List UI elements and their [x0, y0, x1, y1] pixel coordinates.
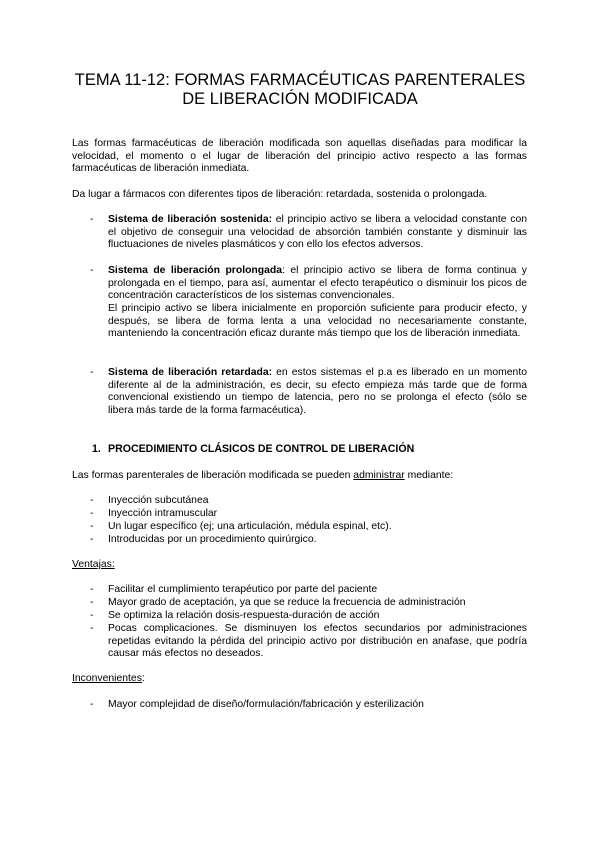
ventaja-item: Se optimiza la relación dosis-respuesta-duración de acción	[108, 610, 380, 621]
system-term: Sistema de liberación retardada:	[108, 367, 273, 378]
system-prolongada	[108, 265, 527, 303]
section-heading-text: PROCEDIMIENTO CLÁSICOS DE CONTROL DE LIBERACIÓN	[108, 443, 415, 455]
system-text: : el principio activo se libera de forma continua y prolongada en el tiempo, para así, aumentar el efecto terapéutico o disminuir los picos de concentración característicos de los sistemas convencionales.	[108, 265, 528, 302]
system-term: Sistema de liberación prolongada	[108, 265, 283, 276]
ventaja-item: Facilitar el cumplimiento terapéutico por parte del paciente	[108, 584, 378, 595]
inconvenientes-colon: :	[141, 673, 145, 684]
bullet-marker: -	[90, 610, 94, 621]
system-term: Sistema de liberación sostenida:	[108, 214, 273, 225]
administrar-link: administrar	[353, 470, 405, 481]
system-retardada	[108, 367, 527, 417]
bullet-marker: -	[90, 495, 94, 506]
system-text: en estos sistemas el p.a es liberado en un momento diferente al de la administración, es decir, su efecto empieza más tarde que de forma convencional existiendo un tiempo de latencia, pero no se prolonga el efecto (sólo se libera más tarde de la forma farmacéutica).	[108, 367, 527, 416]
inconvenientes-label	[72, 673, 527, 686]
system-text: el principio activo se libera a velocidad constante con el objetivo de conseguir una velocidad de absorción también constante y disminuir las fluctuaciones de niveles plasmáticos y con ello los efectos adversos.	[108, 214, 528, 251]
title-line-1: TEMA 11-12: FORMAS FARMACÉUTICAS PARENTERALES	[74, 71, 526, 89]
inconvenientes-label-text: Inconvenientes	[72, 673, 142, 684]
bullet-marker: -	[90, 214, 94, 225]
bullet-marker: -	[90, 367, 94, 378]
ventaja-item: Mayor grado de aceptación, ya que se reduce la frecuencia de administración	[108, 597, 466, 608]
system-prolongada-extra: El principio activo se libera inicialmente en proporción suficiente para producir efecto, y después, se libera de forma lenta a una velocidad no necesariamente constante, manteniendo la concentración eficaz durante más tiempo que los de liberación inmediata.	[108, 303, 527, 340]
ventajas-label: Ventajas:	[72, 559, 115, 570]
bullet-marker: -	[90, 699, 94, 710]
bullet-marker: -	[90, 534, 94, 545]
route-item: Introducidas por un procedimiento quirúrgico.	[108, 534, 317, 545]
system-sostenida	[108, 214, 527, 252]
section-heading	[92, 443, 532, 456]
bullet-marker: -	[90, 584, 94, 595]
routes-intro-text: Las formas parenterales de liberación modificada se pueden	[72, 470, 354, 481]
bullet-marker: -	[90, 265, 94, 276]
route-item: Inyección subcutánea	[108, 495, 209, 506]
ventaja-item: Pocas complicaciones. Se disminuyen los efectos secundarios por administraciones repetidas evitando la pérdida del principio activo por distribución en anafase, que podría causar más efectos no deseados.	[108, 623, 527, 660]
bullet-marker: -	[90, 508, 94, 519]
title-line-2: DE LIBERACIÓN MODIFICADA	[182, 90, 418, 108]
section-number: 1.	[92, 443, 101, 455]
route-item: Un lugar específico (ej; una articulación, médula espinal, etc).	[108, 521, 392, 532]
intro-types-paragraph: Da lugar a fármacos con diferentes tipos de liberación: retardada, sostenida o prolongada.	[72, 189, 488, 200]
bullet-marker: -	[90, 521, 94, 532]
page-title	[60, 71, 540, 109]
routes-intro	[72, 470, 527, 483]
bullet-marker: -	[90, 597, 94, 608]
routes-intro-end: mediante:	[404, 470, 454, 481]
route-item: Inyección intramuscular	[108, 508, 218, 519]
intro-paragraph: Las formas farmacéuticas de liberación modificada son aquellas diseñadas para modificar la velocidad, el momento o el lugar de liberación del principio activo respecto a las formas farmacéuticas de liberación inmediata.	[72, 138, 527, 175]
inconveniente-item: Mayor complejidad de diseño/formulación/fabricación y esterilización	[108, 699, 424, 710]
bullet-marker: -	[90, 623, 94, 634]
